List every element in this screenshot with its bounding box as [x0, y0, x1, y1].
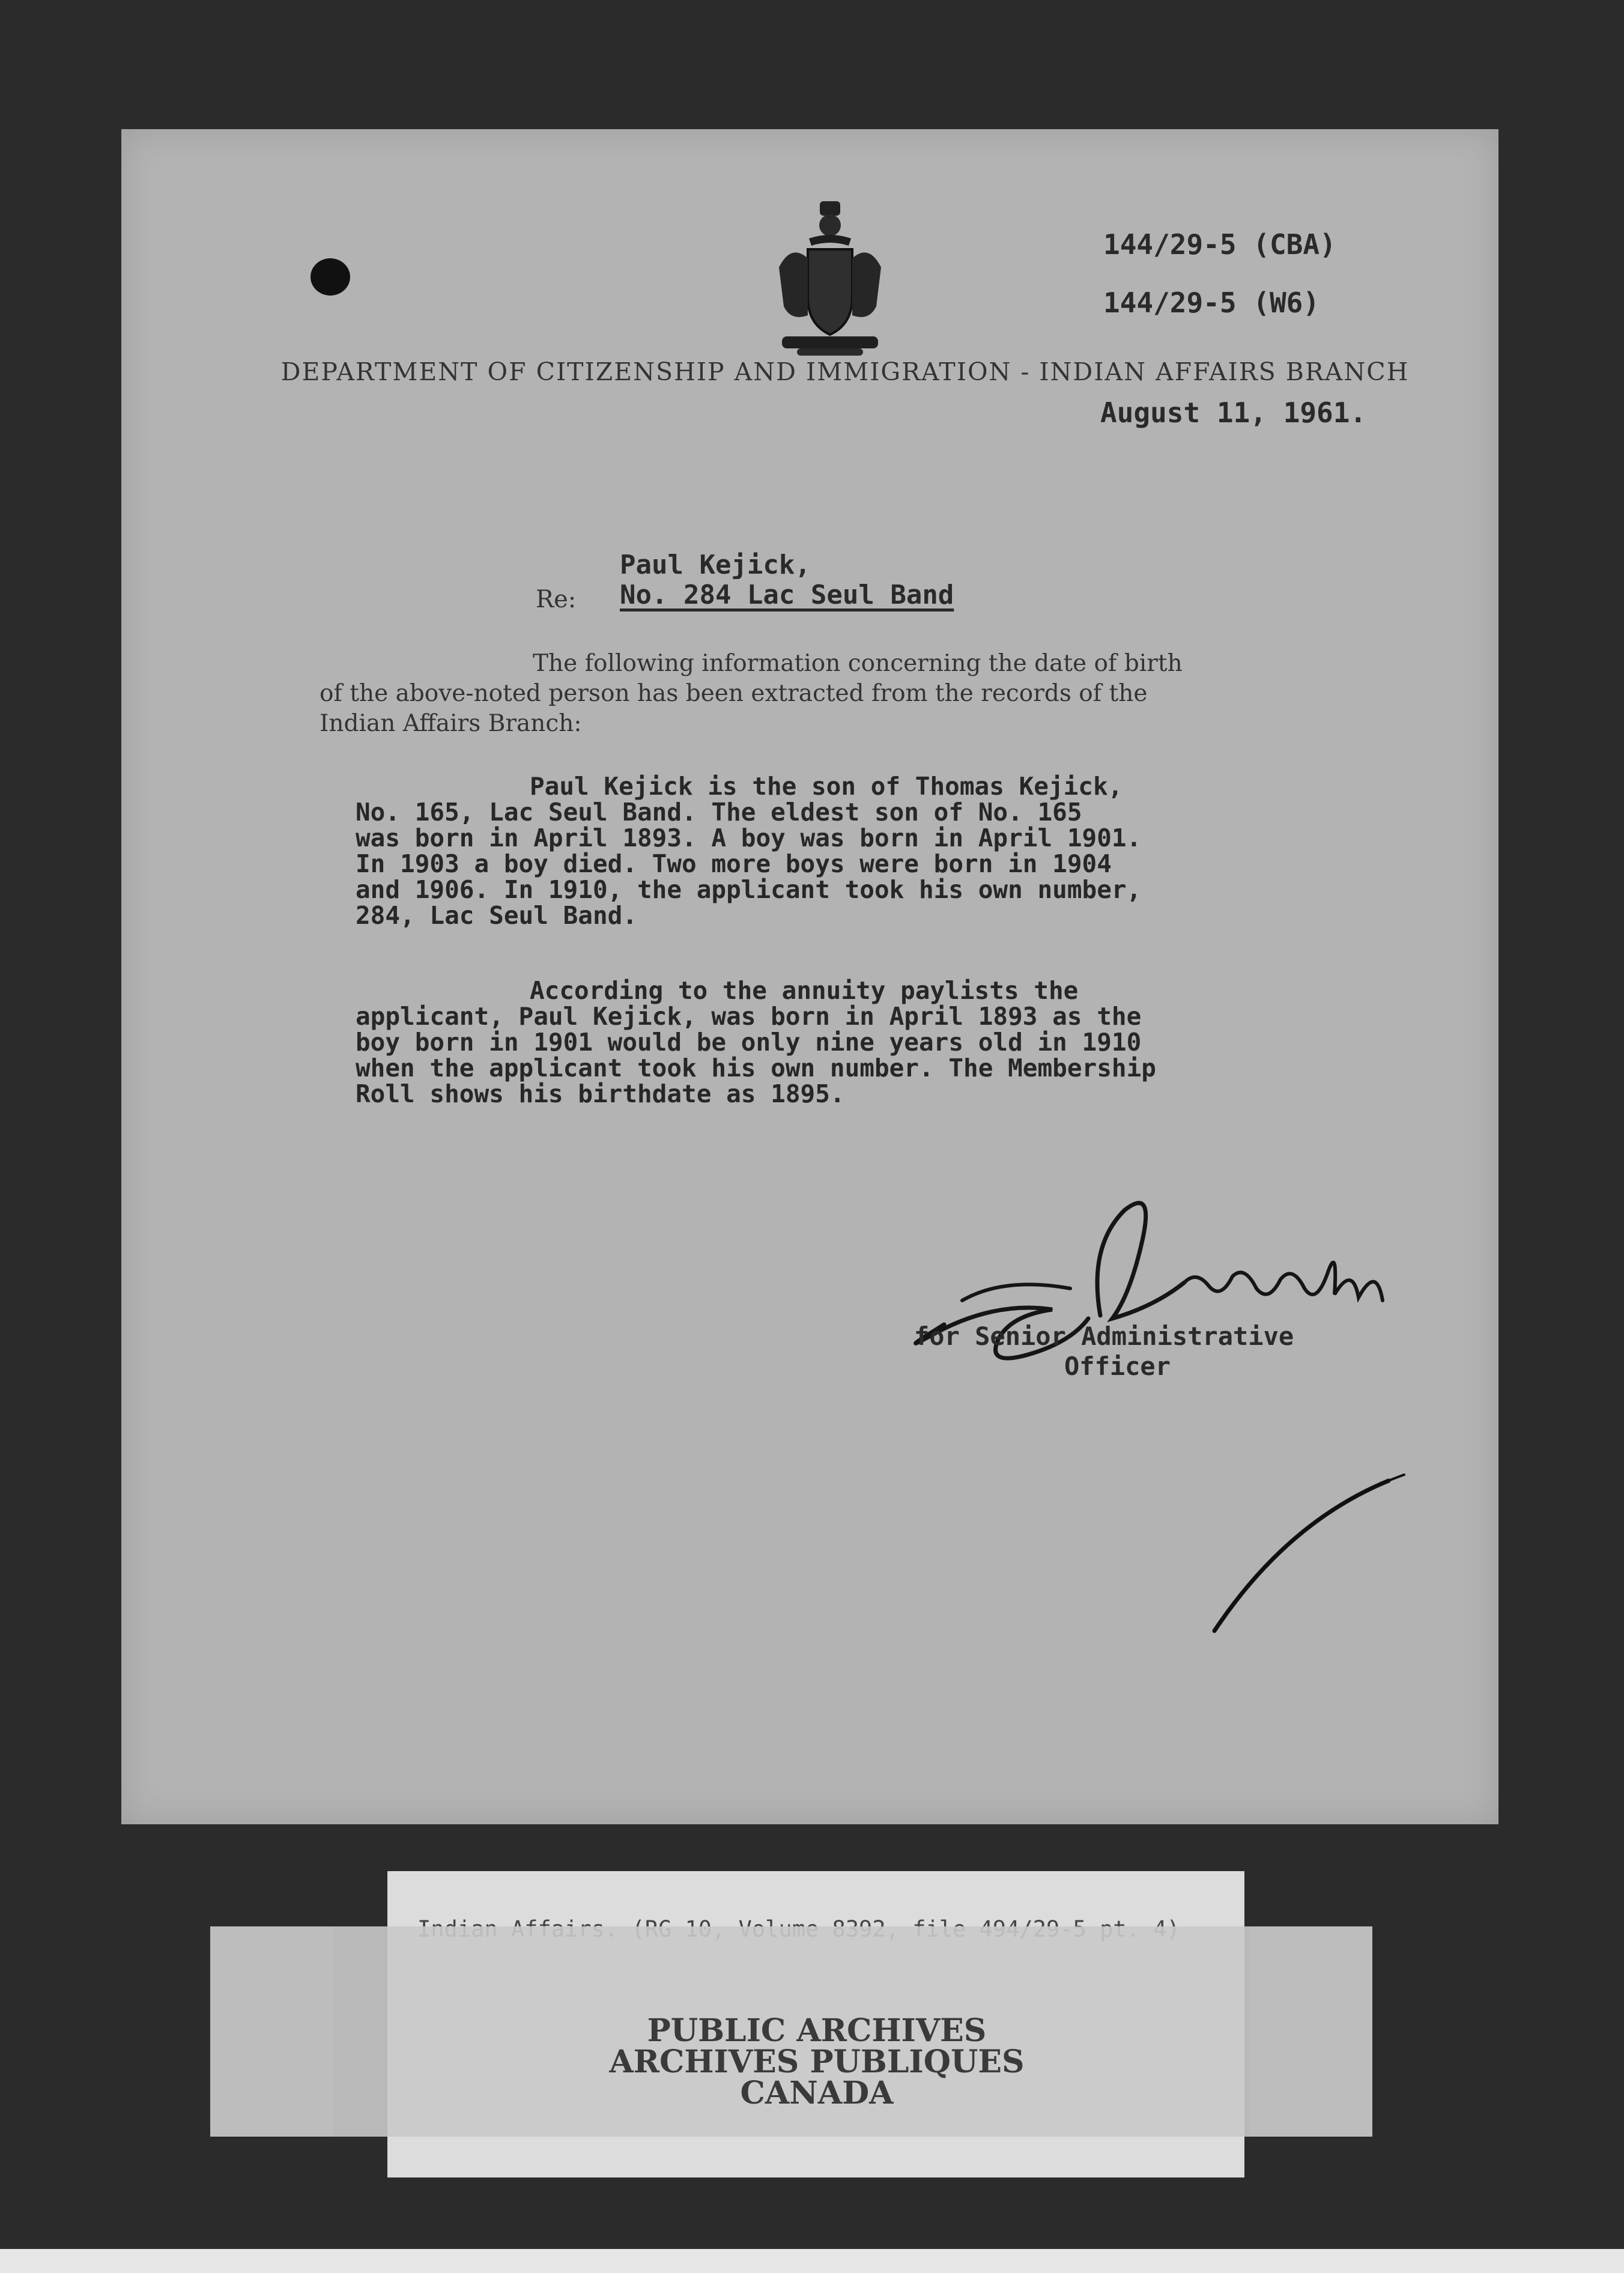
signature-name: L. Bonnell: [872, 1174, 876, 1175]
re-label: Re:: [536, 586, 577, 613]
typed-paragraph-2: [356, 978, 1437, 1107]
pen-stroke-mark: [1190, 1469, 1527, 1697]
printed-intro: [320, 649, 1461, 739]
letter-page: [121, 129, 1498, 1824]
paragraph-line: when the applicant took his own number. The Membership: [356, 1054, 1156, 1082]
signature-title-1: for Senior Administrative: [914, 1322, 1294, 1351]
paragraph-line: No. 165, Lac Seul Band. The eldest son of No. 165: [356, 798, 1082, 827]
intro-line: Indian Affairs Branch:: [320, 710, 582, 737]
stamp-line: PUBLIC ARCHIVES: [647, 2012, 987, 2049]
paragraph-line: was born in April 1893. A boy was born in April 1901.: [356, 824, 1142, 852]
intro-line: The following information concerning the date of birth: [533, 650, 1183, 677]
coat-of-arms-icon: [773, 201, 887, 357]
archives-stamp: [517, 2012, 1117, 2111]
tape-left: [210, 1926, 333, 2137]
file-reference-2: 144/29-5 (W6): [1103, 287, 1320, 319]
paragraph-line: According to the annuity paylists the: [530, 976, 1079, 1005]
paragraph-line: and 1906. In 1910, the applicant took his own number,: [356, 875, 1142, 904]
typed-paragraph-1: [356, 774, 1437, 929]
paragraph-line: applicant, Paul Kejick, was born in April 1893 as the: [356, 1002, 1142, 1031]
tape-right: [1249, 1926, 1372, 2137]
paragraph-line: 284, Lac Seul Band.: [356, 901, 637, 930]
paragraph-line: In 1903 a boy died. Two more boys were born in 1904: [356, 849, 1112, 878]
stamp-line: CANADA: [740, 2075, 894, 2111]
re-name: Paul Kejick,: [620, 550, 811, 580]
file-reference-1: 144/29-5 (CBA): [1103, 228, 1336, 261]
letter-date: August 11, 1961.: [1100, 396, 1367, 429]
paragraph-line: Roll shows his birthdate as 1895.: [356, 1079, 845, 1108]
intro-line: of the above-noted person has been extracted from the records of the: [320, 680, 1148, 707]
frame-edge: [0, 2249, 1624, 2273]
punch-hole: [311, 258, 350, 296]
paragraph-line: boy born in 1901 would be only nine years old in 1910: [356, 1028, 1142, 1057]
paragraph-line: Paul Kejick is the son of Thomas Kejick,: [530, 772, 1123, 801]
department-header: DEPARTMENT OF CITIZENSHIP AND IMMIGRATION - INDIAN AFFAIRS BRANCH: [280, 357, 1410, 386]
signature-title-2: Officer: [1064, 1352, 1171, 1381]
stamp-line: ARCHIVES PUBLIQUES: [609, 2044, 1025, 2080]
re-band: No. 284 Lac Seul Band: [620, 580, 954, 610]
